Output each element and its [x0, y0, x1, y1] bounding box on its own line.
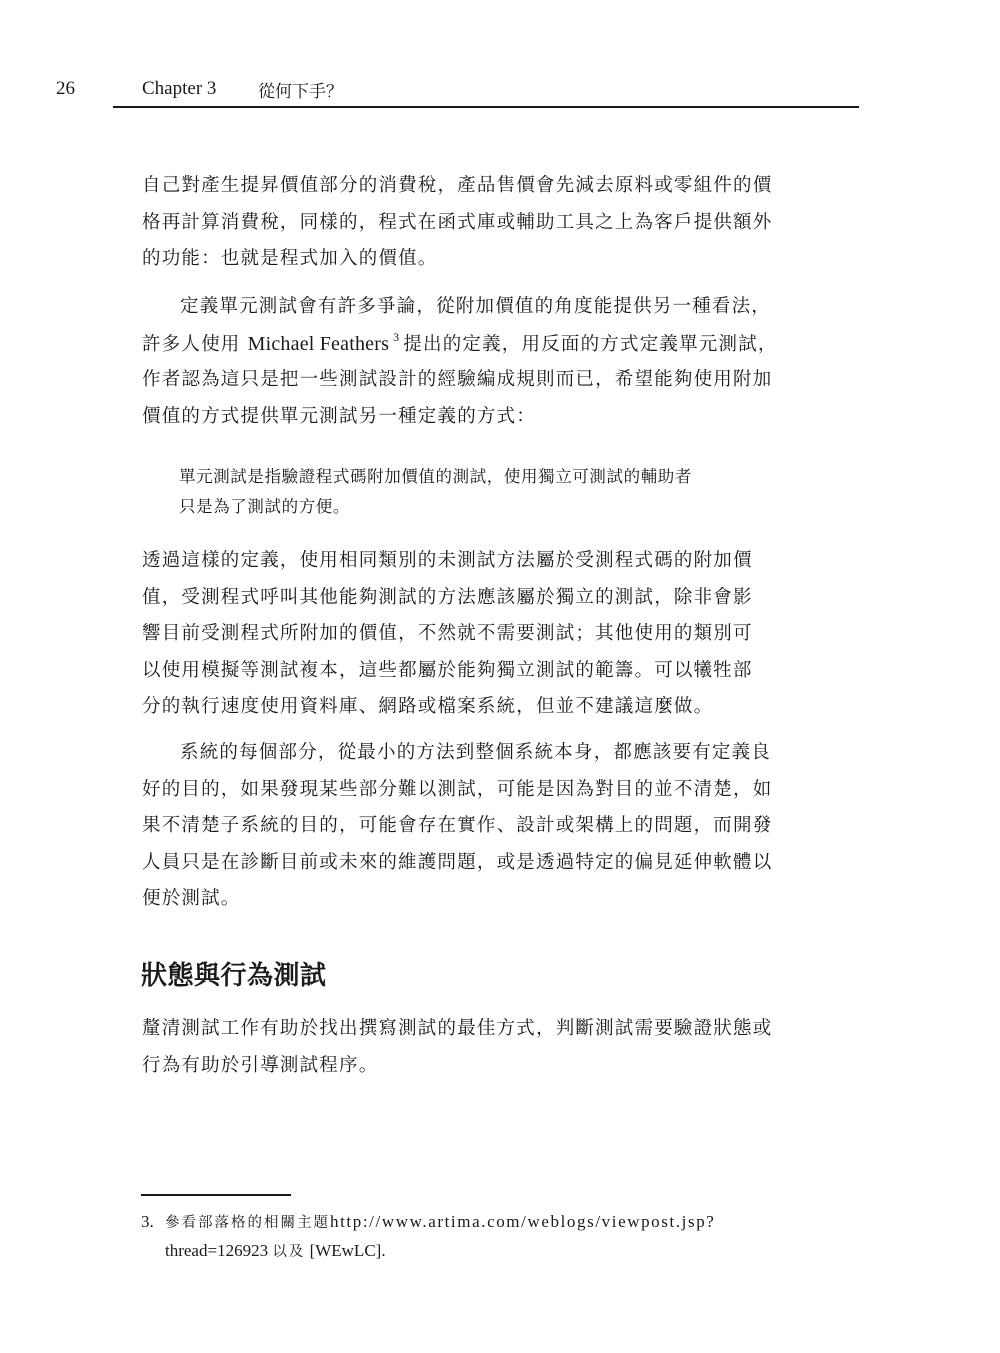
text-line: 格再計算消費稅，同樣的，程式在函式庫或輔助工具之上為客戶提供額外	[142, 211, 773, 233]
text-line: 行為有助於引導測試程序。	[142, 1054, 379, 1076]
quote-line: 只是為了測試的方便。	[179, 497, 350, 516]
running-header	[0, 70, 1000, 110]
text-line: 分的執行速度使用資料庫、網路或檔案系統，但並不建議這麼做。	[142, 696, 714, 717]
page-number: 26	[56, 78, 75, 99]
footnote-reference: 3	[393, 329, 401, 344]
paragraph-5	[142, 1011, 836, 1084]
chapter-label: Chapter 3	[142, 78, 217, 99]
text-line: 便於測試。	[142, 888, 241, 909]
block-quote	[179, 462, 692, 522]
chapter-title: 從何下手？	[258, 82, 343, 102]
paragraph-2	[142, 289, 836, 435]
footnote-number: 3.	[141, 1212, 154, 1231]
section-heading: 狀態與行為測試	[141, 961, 327, 991]
text-line: 系統的每個部分，從最小的方法到整個系統本身，都應該要有定義良	[180, 742, 772, 763]
text-line: 好的目的，如果發現某些部分難以測試，可能是因為對目的並不清楚，如	[142, 778, 773, 800]
footnote-url[interactable]: http://www.artima.com/weblogs/viewpost.jsp?	[330, 1212, 716, 1231]
text-line: 定義單元測試會有許多爭論，從附加價值的角度能提供另一種看法，	[180, 296, 772, 317]
text-line	[142, 326, 836, 363]
text-line: 作者認為這只是把一些測試設計的經驗編成規則而已，希望能夠使用附加	[142, 369, 773, 390]
text-line: 以使用模擬等測試複本，這些都屬於能夠獨立測試的範籌。可以犧牲部	[142, 659, 753, 681]
paragraph-1	[142, 168, 836, 278]
footnote-text: 參看部落格的相關主題	[165, 1215, 330, 1231]
text-line: 透過這樣的定義，使用相同類別的未測試方法屬於受測程式碼的附加價	[142, 550, 753, 571]
paragraph-4	[142, 735, 836, 918]
footnote	[141, 1208, 841, 1266]
text-line: 果不清楚子系統的目的，可能會存在實作、設計或架構上的問題，而開發	[142, 815, 773, 836]
footnote-line	[141, 1208, 841, 1237]
text-line: 價值的方式提供單元測試另一種定義的方式：	[142, 405, 537, 427]
text-segment: 許多人使用	[142, 333, 241, 355]
text-line: 自己對產生提昇價值部分的消費稅，產品售價會先減去原料或零組件的價	[142, 175, 773, 196]
text-line: 值，受測程式呼叫其他能夠測試的方法應該屬於獨立的測試，除非會影	[142, 586, 753, 608]
footnote-text: 以及	[272, 1244, 306, 1260]
text-segment: 提出的定義，用反面的方式定義單元測試，	[403, 333, 778, 355]
text-line: 的功能：也就是程式加入的價值。	[142, 248, 438, 269]
footnote-text: [WEwLC].	[309, 1241, 386, 1260]
text-line: 響目前受測程式所附加的價值，不然就不需要測試；其他使用的類別可	[142, 623, 753, 644]
text-line: 釐清測試工作有助於找出撰寫測試的最佳方式，判斷測試需要驗證狀態或	[142, 1018, 773, 1039]
text-line: 人員只是在診斷目前或未來的維護問題，或是透過特定的偏見延伸軟體以	[142, 851, 773, 873]
footnote-text: thread=126923	[165, 1241, 269, 1260]
footnote-line	[141, 1237, 841, 1266]
paragraph-3	[142, 543, 836, 726]
quote-line: 單元測試是指驗證程式碼附加價值的測試，使用獨立可測試的輔助者	[179, 467, 692, 486]
header-rule	[113, 106, 859, 108]
author-name: Michael Feathers	[247, 332, 390, 355]
footnote-rule	[141, 1194, 291, 1196]
